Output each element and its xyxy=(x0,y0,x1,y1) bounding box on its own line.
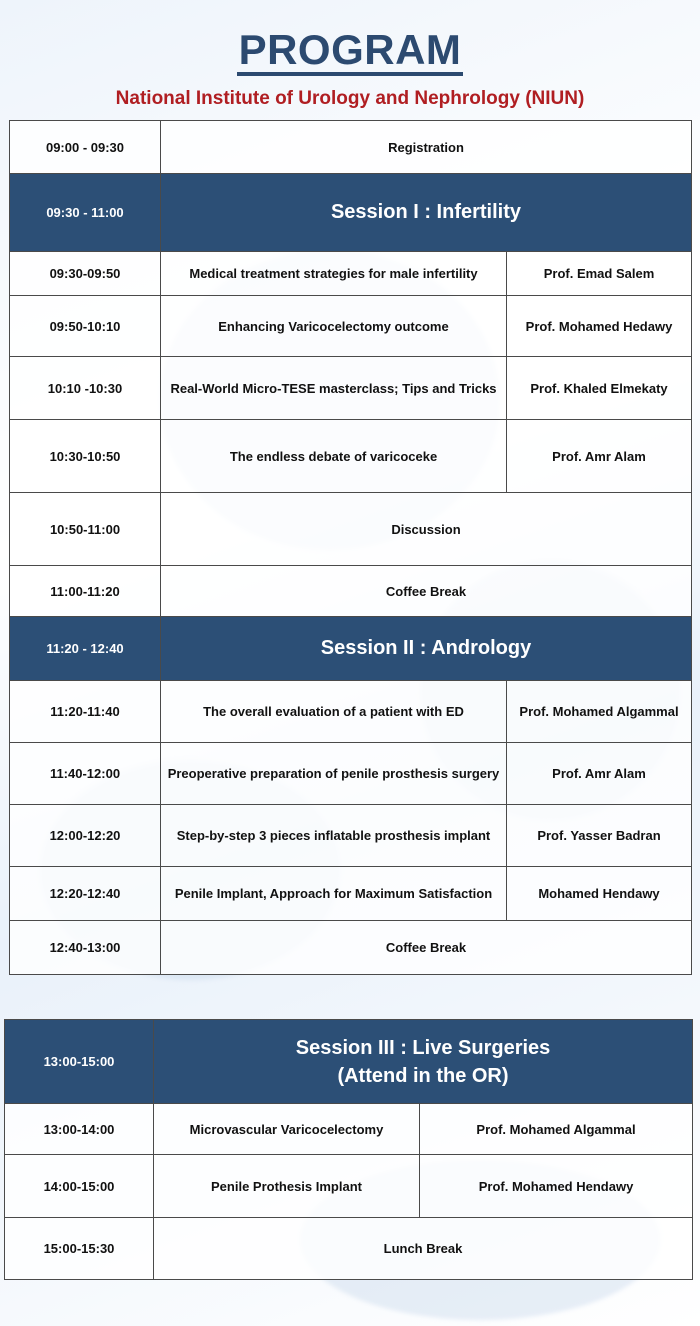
topic-cell: The endless debate of varicoceke xyxy=(161,420,507,493)
page-subtitle: National Institute of Urology and Nephrology (NIUN) xyxy=(115,88,585,109)
speaker-cell: Prof. Mohamed Algammal xyxy=(507,681,692,743)
table-row xyxy=(10,805,692,867)
table-row xyxy=(10,296,692,357)
program-table-afternoon xyxy=(4,1019,693,1280)
topic-cell: Step-by-step 3 pieces inflatable prosthesis implant xyxy=(161,805,507,867)
time-cell: 15:00-15:30 xyxy=(5,1218,154,1280)
break-row xyxy=(10,566,692,617)
break-row xyxy=(10,921,692,975)
table-row xyxy=(5,1155,693,1218)
session-time: 13:00-15:00 xyxy=(5,1020,154,1104)
table-row xyxy=(5,1104,693,1155)
break-label: Lunch Break xyxy=(154,1218,693,1280)
session-header-row xyxy=(10,174,692,252)
speaker-cell: Prof. Emad Salem xyxy=(507,252,692,296)
time-cell: 10:50-11:00 xyxy=(10,493,161,566)
speaker-cell: Prof. Khaled Elmekaty xyxy=(507,357,692,420)
time-cell: 11:20-11:40 xyxy=(10,681,161,743)
topic-cell: Enhancing Varicocelectomy outcome xyxy=(161,296,507,357)
speaker-cell: Prof. Mohamed Algammal xyxy=(420,1104,693,1155)
time-cell: 09:30-09:50 xyxy=(10,252,161,296)
speaker-cell: Prof. Mohamed Hendawy xyxy=(420,1155,693,1218)
session-title: Session I : Infertility xyxy=(161,174,692,252)
table-row xyxy=(10,681,692,743)
time-cell: 10:10 -10:30 xyxy=(10,357,161,420)
time-cell: 11:00-11:20 xyxy=(10,566,161,617)
speaker-cell: Prof. Amr Alam xyxy=(507,743,692,805)
topic-cell: Real-World Micro-TESE masterclass; Tips and Tricks xyxy=(161,357,507,420)
time-cell: 14:00-15:00 xyxy=(5,1155,154,1218)
topic-cell: Medical treatment strategies for male infertility xyxy=(161,252,507,296)
topic-cell: Preoperative preparation of penile prosthesis surgery xyxy=(161,743,507,805)
registration-label: Registration xyxy=(161,121,692,174)
time-cell: 09:50-10:10 xyxy=(10,296,161,357)
discussion-row xyxy=(10,493,692,566)
page-title: PROGRAM xyxy=(0,26,700,76)
session-title-line1: Session III : Live Surgeries xyxy=(295,1036,551,1059)
session-header-row xyxy=(10,617,692,681)
session-title-line2: (Attend in the OR) xyxy=(337,1064,509,1087)
registration-row xyxy=(10,121,692,174)
speaker-cell: Mohamed Hendawy xyxy=(507,867,692,921)
time-cell: 09:00 - 09:30 xyxy=(10,121,161,174)
time-cell: 12:40-13:00 xyxy=(10,921,161,975)
topic-cell: The overall evaluation of a patient with ED xyxy=(161,681,507,743)
topic-cell: Penile Prothesis Implant xyxy=(154,1155,420,1218)
time-cell: 12:00-12:20 xyxy=(10,805,161,867)
session-header-row xyxy=(5,1020,693,1104)
program-table-morning xyxy=(9,120,692,975)
table-row xyxy=(10,743,692,805)
break-row xyxy=(5,1218,693,1280)
session-title xyxy=(154,1020,693,1104)
topic-cell: Microvascular Varicocelectomy xyxy=(154,1104,420,1155)
time-cell: 12:20-12:40 xyxy=(10,867,161,921)
speaker-cell: Prof. Amr Alam xyxy=(507,420,692,493)
table-row xyxy=(10,252,692,296)
time-cell: 13:00-14:00 xyxy=(5,1104,154,1155)
table-row xyxy=(10,420,692,493)
table-row xyxy=(10,357,692,420)
break-label: Coffee Break xyxy=(161,566,692,617)
time-cell: 11:40-12:00 xyxy=(10,743,161,805)
time-cell: 10:30-10:50 xyxy=(10,420,161,493)
session-time: 11:20 - 12:40 xyxy=(10,617,161,681)
session-title: Session II : Andrology xyxy=(161,617,692,681)
speaker-cell: Prof. Mohamed Hedawy xyxy=(507,296,692,357)
topic-cell: Penile Implant, Approach for Maximum Satisfaction xyxy=(161,867,507,921)
discussion-label: Discussion xyxy=(161,493,692,566)
session-time: 09:30 - 11:00 xyxy=(10,174,161,252)
speaker-cell: Prof. Yasser Badran xyxy=(507,805,692,867)
break-label: Coffee Break xyxy=(161,921,692,975)
table-row xyxy=(10,867,692,921)
